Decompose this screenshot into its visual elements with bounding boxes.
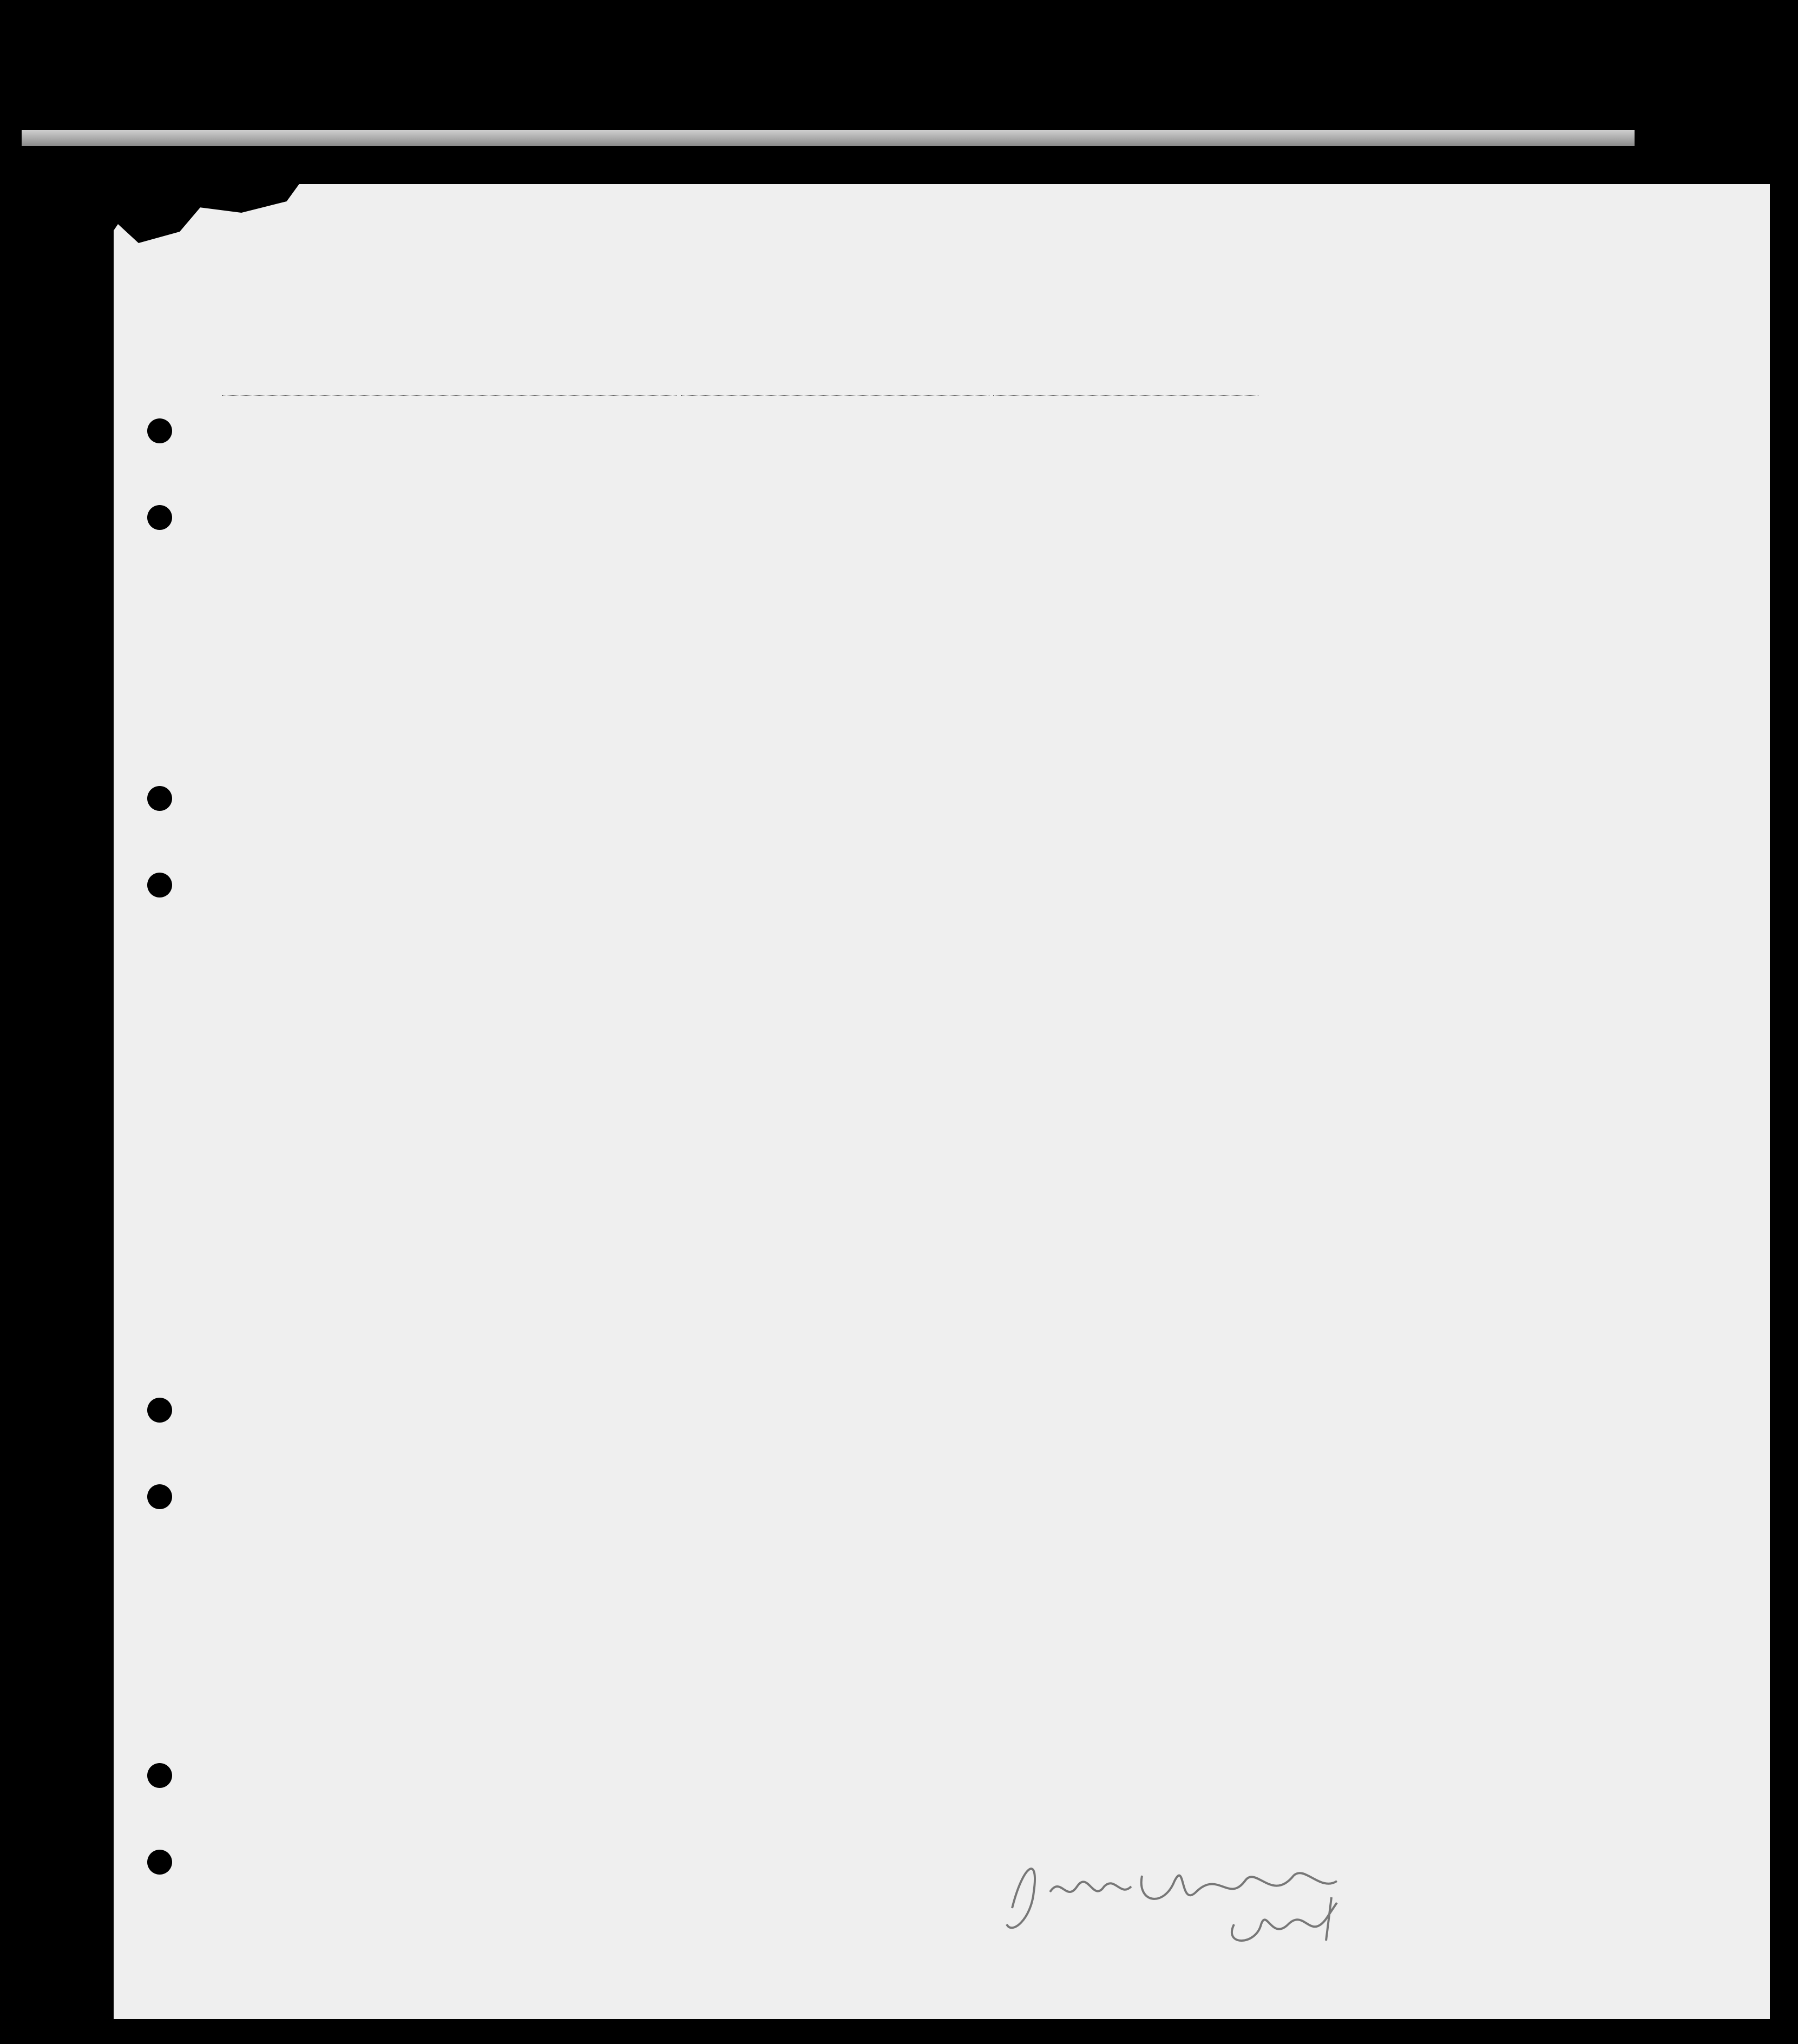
signature	[1001, 1843, 1413, 1946]
check-marks	[595, 552, 866, 1819]
